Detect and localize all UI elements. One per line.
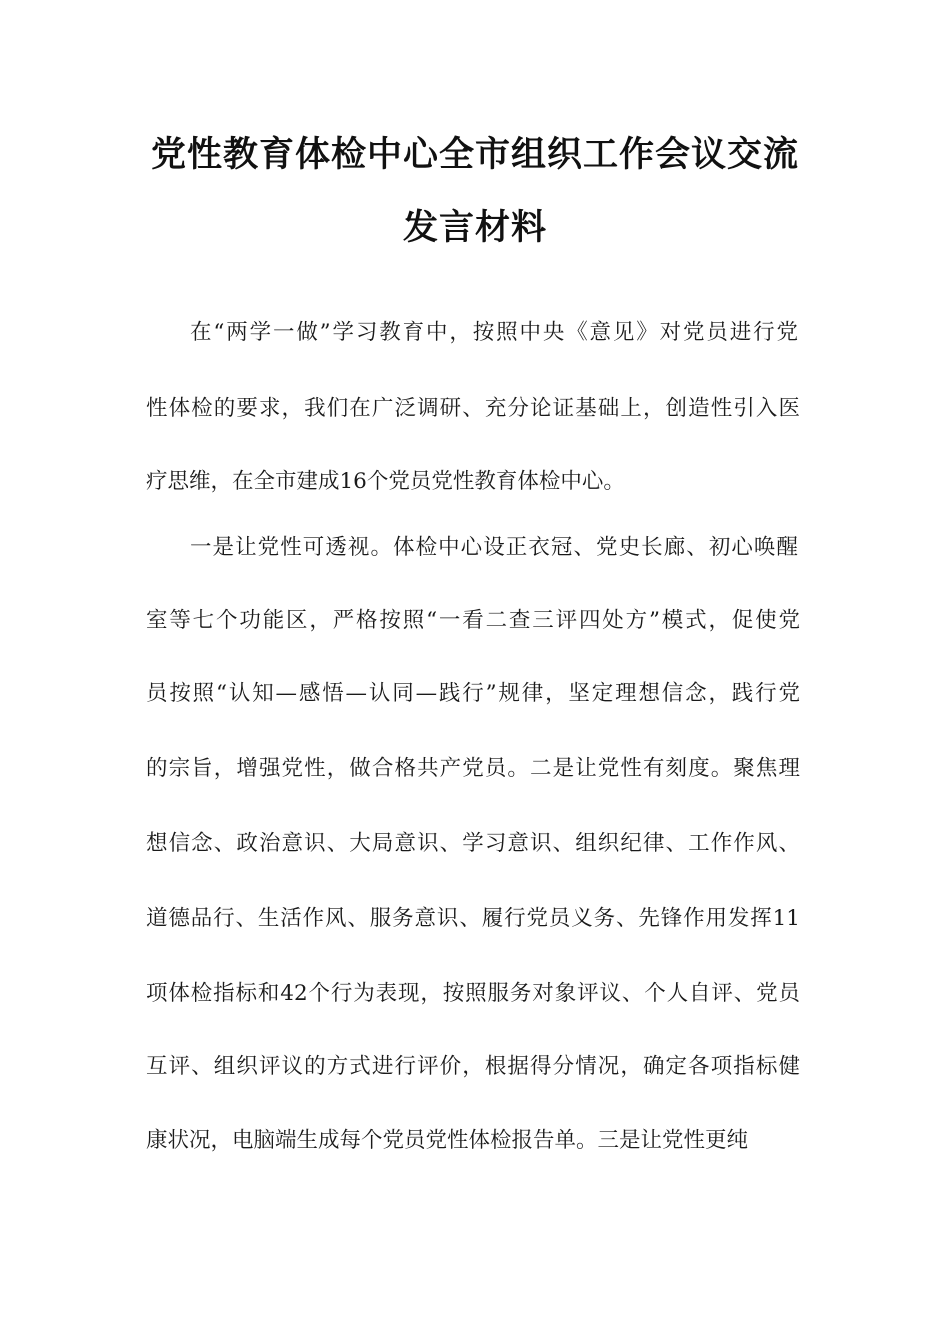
paragraph-2-line-9: 康状况，电脑端生成每个党员党性体检报告单。三是让党性更纯 — [146, 1128, 749, 1153]
document-title-line-2: 发言材料 — [402, 207, 547, 248]
paragraph-2-line-6: 道德品行、生活作风、服务意识、履行党员义务、先锋作用发挥11 — [146, 906, 800, 931]
paragraph-1-line-2: 性体检的要求，我们在广泛调研、充分论证基础上，创造性引入医 — [146, 396, 800, 421]
paragraph-2-line-5: 想信念、政治意识、大局意识、学习意识、组织纪律、工作作风、 — [146, 831, 800, 856]
paragraph-2-line-8: 互评、组织评议的方式进行评价，根据得分情况，确定各项指标健 — [146, 1054, 800, 1079]
paragraph-2-line-2: 室等七个功能区，严格按照“一看二查三评四处方”模式，促使党 — [146, 608, 800, 633]
paragraph-2-line-1: 一是让党性可透视。体检中心设正衣冠、党史长廊、初心唤醒 — [190, 535, 798, 560]
paragraph-2-line-3: 员按照“认知—感悟—认同—践行”规律，坚定理想信念，践行党 — [146, 681, 800, 706]
paragraph-1-line-3: 疗思维，在全市建成16个党员党性教育体检中心。 — [146, 469, 625, 494]
document-title-line-1: 党性教育体检中心全市组织工作会议交流 — [150, 134, 799, 175]
paragraph-1-line-1: 在“两学一做”学习教育中，按照中央《意见》对党员进行党 — [190, 320, 798, 345]
paragraph-2-line-7: 项体检指标和42个行为表现，按照服务对象评议、个人自评、党员 — [146, 981, 800, 1006]
paragraph-2-line-4: 的宗旨，增强党性，做合格共产党员。二是让党性有刻度。聚焦理 — [146, 756, 800, 781]
